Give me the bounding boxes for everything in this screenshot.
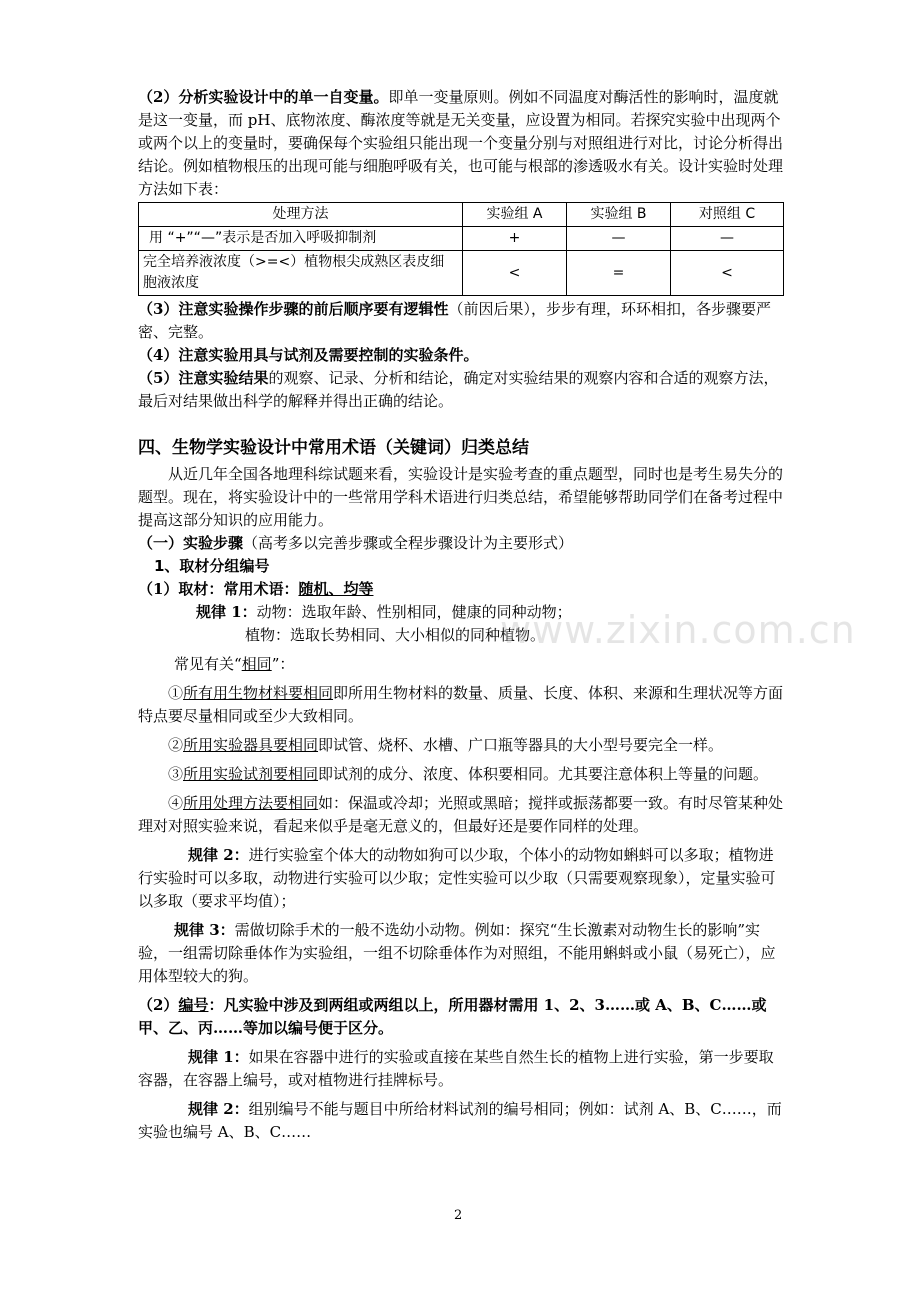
rule-label: 规律 2： bbox=[188, 1100, 249, 1118]
same-intro-pre: 常见有关“ bbox=[174, 655, 242, 673]
rule-label: 规律 1： bbox=[196, 603, 257, 621]
table-cell: 用 “+”“—”表示是否加入呼吸抑制剂 bbox=[139, 227, 463, 251]
table-row bbox=[139, 251, 784, 296]
rule-3-text: 需做切除手术的一般不选幼小动物。例如：探究“生长激素对动物生长的影响”实验，一组需切除垂体作为实验组，一组不切除垂体作为对照组，不能用蝌蚪或小鼠（易死亡），应用体型较大的狗。 bbox=[138, 921, 776, 985]
item-2-term: 编号 bbox=[178, 996, 209, 1014]
table-cell: — bbox=[567, 227, 671, 251]
subsection-title-bold: （一）实验步骤 bbox=[138, 534, 244, 552]
same-item-2-term: 所用实验器具要相同 bbox=[183, 736, 319, 754]
same-item-3 bbox=[138, 763, 784, 786]
same-intro-term: 相同 bbox=[241, 655, 272, 673]
paragraph-5 bbox=[138, 367, 784, 413]
same-item-2 bbox=[138, 734, 784, 757]
same-item-1-term: 所有用生物材料要相同 bbox=[183, 684, 334, 702]
item-1-prefix: （1）取材：常用术语： bbox=[138, 580, 299, 598]
subsection-1-title: 1、取材分组编号 bbox=[154, 557, 270, 575]
same-item-4-num: ④ bbox=[168, 794, 184, 812]
numbering-rule-2-text: 组别编号不能与题目中所给材料试剂的编号相同；例如：试剂 A、B、C……，而实验也编号 A、B、C…… bbox=[138, 1100, 782, 1141]
rule-2 bbox=[138, 844, 784, 913]
watermark: www.zixin.com.cn bbox=[500, 608, 856, 652]
same-item-1-num: ① bbox=[168, 684, 184, 702]
table-header: 对照组 C bbox=[671, 203, 784, 227]
rule-1-plant: 植物：选取长势相同、大小相似的同种植物。 bbox=[245, 626, 546, 644]
table-cell: < bbox=[463, 251, 567, 296]
subsection-title-note: （高考多以完善步骤或全程步骤设计为主要形式） bbox=[243, 534, 574, 552]
rule-3 bbox=[138, 919, 784, 988]
table-cell: + bbox=[463, 227, 567, 251]
item-2 bbox=[138, 994, 784, 1040]
paragraph-3-text: （前因后果），步步有理，环环相扣，各步骤要严密、完整。 bbox=[138, 300, 771, 341]
table-header: 处理方法 bbox=[139, 203, 463, 227]
item-2-prefix: （2） bbox=[138, 996, 179, 1014]
item-2-text: ：凡实验中涉及到两组或两组以上，所用器材需用 1、2、3……或 A、B、C……或甲、乙、丙……等加以编号便于区分。 bbox=[138, 996, 767, 1037]
paragraph-5-text: 的观察、记录、分析和结论，确定对实验结果的观察内容和合适的观察方法，最后对结果做出科学的解释并得出正确的结论。 bbox=[138, 369, 779, 410]
same-item-2-num: ② bbox=[168, 736, 184, 754]
same-item-4-text: 如：保温或冷却；光照或黑暗；搅拌或振荡都要一致。有时尽管某种处理对对照实验来说，看起来似乎是毫无意义的，但最好还是要作同样的处理。 bbox=[138, 794, 784, 835]
same-item-1-text: 即所用生物材料的数量、质量、长度、体积、来源和生理状况等方面特点要尽量相同或至少大致相同。 bbox=[138, 684, 784, 725]
numbering-rule-2 bbox=[138, 1098, 784, 1144]
same-item-3-term: 所用实验试剂要相同 bbox=[183, 765, 319, 783]
subsection-title bbox=[138, 532, 784, 555]
section-title: 四、生物学实验设计中常用术语（关键词）归类总结 bbox=[138, 438, 529, 458]
heading-5: （5）注意实验结果 bbox=[138, 369, 269, 387]
heading-4: （4）注意实验用具与试剂及需要控制的实验条件。 bbox=[138, 346, 479, 364]
numbering-rule-1-text: 如果在容器中进行的实验或直接在某些自然生长的植物上进行实验，第一步要取容器，在容器上编号，或对植物进行挂牌标号。 bbox=[138, 1048, 774, 1089]
same-intro bbox=[138, 653, 784, 676]
rule-1-animal-text: 动物：选取年龄、性别相同，健康的同种动物； bbox=[256, 603, 572, 621]
paragraph-4 bbox=[138, 344, 784, 367]
heading-2: （2）分析实验设计中的单一自变量。 bbox=[138, 88, 389, 106]
item-1 bbox=[138, 578, 784, 601]
page-number: 2 bbox=[454, 1208, 463, 1223]
table-header: 实验组 A bbox=[463, 203, 567, 227]
paragraph-2 bbox=[138, 86, 784, 201]
same-item-4-term: 所用处理方法要相同 bbox=[183, 794, 319, 812]
table-row bbox=[139, 227, 784, 251]
heading-3: （3）注意实验操作步骤的前后顺序要有逻辑性 bbox=[138, 300, 449, 318]
treatment-table bbox=[138, 202, 784, 296]
table-header-row bbox=[139, 203, 784, 227]
rule-label: 规律 2： bbox=[188, 846, 249, 864]
table-cell: < bbox=[671, 251, 784, 296]
rule-2-text: 进行实验室个体大的动物如狗可以少取，个体小的动物如蝌蚪可以多取；植物进行实验时可以多取，动物进行实验可以少取；定性实验可以少取（只需要观察现象），定量实验可以多取（要求平均值）； bbox=[138, 846, 776, 910]
paragraph-3 bbox=[138, 298, 784, 344]
same-item-1 bbox=[138, 682, 784, 728]
same-item-3-text: 即试剂的成分、浓度、体积要相同。尤其要注意体积上等量的问题。 bbox=[318, 765, 769, 783]
rule-label: 规律 1： bbox=[188, 1048, 249, 1066]
same-intro-post: ”： bbox=[271, 655, 295, 673]
table-header: 实验组 B bbox=[567, 203, 671, 227]
same-item-4 bbox=[138, 792, 784, 838]
table-cell: — bbox=[671, 227, 784, 251]
numbering-rule-1 bbox=[138, 1046, 784, 1092]
same-item-3-num: ③ bbox=[168, 765, 184, 783]
item-1-terms: 随机、均等 bbox=[298, 580, 374, 598]
table-cell: = bbox=[567, 251, 671, 296]
intro-paragraph: 从近几年全国各地理科综试题来看，实验设计是实验考查的重点题型，同时也是考生易失分的题型。现在，将实验设计中的一些常用学科术语进行归类总结，希望能够帮助同学们在备考过程中提高这部分知识的应用能力。 bbox=[138, 465, 784, 529]
paragraph-2-text: 即单一变量原则。例如不同温度对酶活性的影响时，温度就是这一变量，而 pH、底物浓度、酶浓度等就是无关变量，应设置为相同。若探究实验中出现两个或两个以上的变量时，要确保每个实验组只能出现一个变量分别与对照组进行对比，讨论分析得出结论。例如植物根压的出现可能与细胞呼吸有关，也可能与根部的渗透吸水有关。设计实验时处理方法如下表： bbox=[138, 88, 784, 198]
rule-label: 规律 3： bbox=[174, 921, 235, 939]
table-cell: 完全培养液浓度（>=<）植物根尖成熟区表皮细胞液浓度 bbox=[139, 251, 463, 296]
same-item-2-text: 即试管、烧杯、水槽、广口瓶等器具的大小型号要完全一样。 bbox=[318, 736, 724, 754]
